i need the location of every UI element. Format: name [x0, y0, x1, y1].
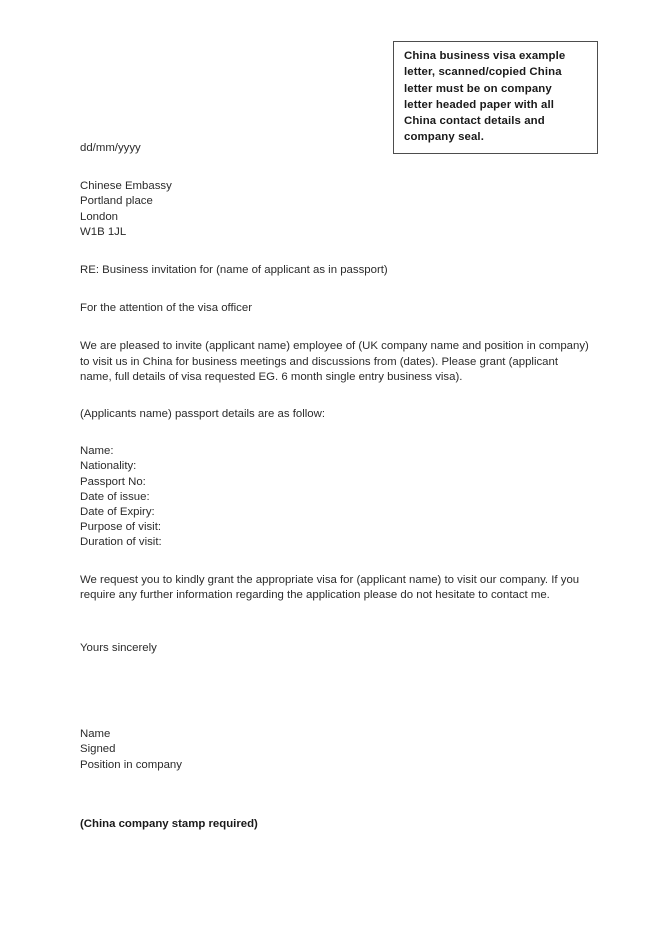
address-line: London	[80, 210, 119, 223]
closing-block	[80, 641, 592, 656]
callout-line: China contact details and	[404, 115, 545, 128]
closing-salutation: Yours sincerely	[80, 642, 157, 655]
paragraph-two	[80, 573, 592, 603]
paragraph-two-text: We request you to kindly grant the appropriate visa for (applicant name) to visit our company. If you require any further information regarding the application please do not hesitate to contact me.	[80, 573, 583, 601]
detail-field: Purpose of visit:	[80, 521, 162, 534]
paragraph-one	[80, 339, 592, 385]
address-line: Chinese Embassy	[80, 180, 172, 193]
address-line: W1B 1JL	[80, 225, 127, 238]
detail-field: Date of issue:	[80, 490, 150, 503]
subject-line: RE: Business invitation for (name of applicant as in passport)	[80, 264, 388, 277]
callout-line: letter must be on company	[404, 82, 552, 95]
attention-line: For the attention of the visa officer	[80, 302, 253, 315]
callout-line: letter, scanned/copied China	[404, 66, 562, 79]
callout-box	[393, 41, 598, 154]
signature-line: Position in company	[80, 758, 182, 771]
detail-field: Duration of visit:	[80, 536, 162, 549]
stamp-note-block	[80, 817, 592, 832]
callout-line: China business visa example	[404, 50, 566, 62]
letter-date: dd/mm/yyyy	[80, 142, 141, 154]
recipient-address-block	[80, 179, 592, 240]
paragraph-one-text: We are pleased to invite (applicant name) employee of (UK company name and position in company) to visit us in China for business meetings and discussions from (dates). Please grant (applicant name, full details of visa requested EG. 6 month single entry business visa).	[80, 340, 593, 383]
subject-block	[80, 263, 592, 278]
detail-field: Date of Expiry:	[80, 506, 155, 519]
callout-line: letter headed paper with all	[404, 98, 555, 111]
details-intro-text: (Applicants name) passport details are as follow:	[80, 408, 326, 421]
date-block	[80, 141, 592, 156]
attention-block	[80, 301, 592, 316]
signature-line: Signed	[80, 743, 116, 756]
passport-details-list	[80, 444, 592, 550]
signature-line: Name	[80, 728, 111, 741]
address-line: Portland place	[80, 195, 153, 208]
detail-field: Name:	[80, 445, 114, 458]
detail-field: Nationality:	[80, 460, 137, 473]
stamp-note-text: (China company stamp required)	[80, 817, 258, 830]
signature-block	[80, 727, 592, 773]
callout-line: company seal.	[404, 131, 484, 144]
detail-field: Passport No:	[80, 475, 146, 488]
letter-body	[80, 141, 592, 832]
details-intro-block	[80, 407, 592, 422]
